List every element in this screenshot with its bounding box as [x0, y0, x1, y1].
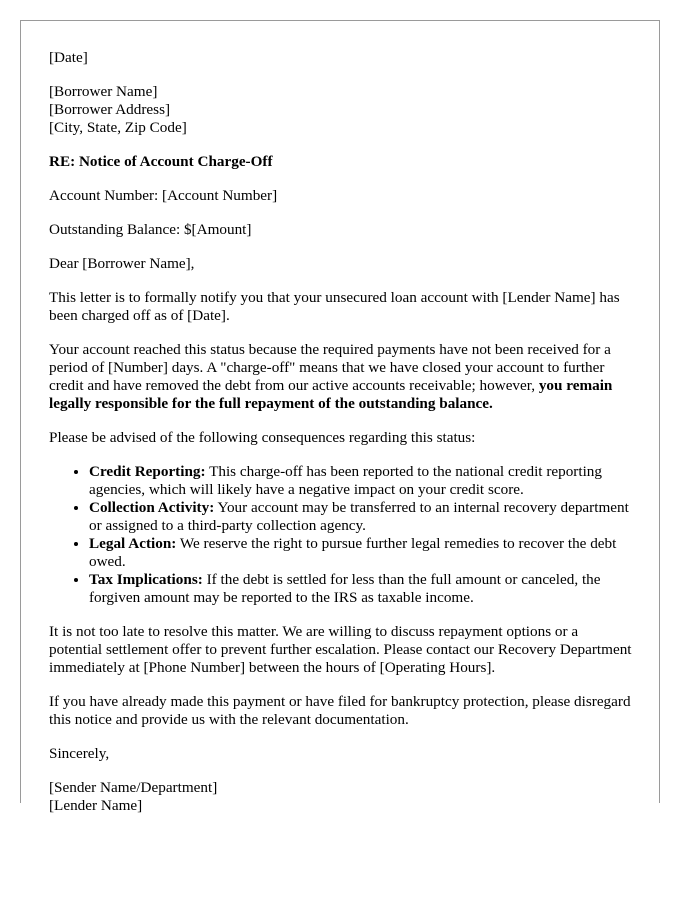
consequence-text: This charge-off has been reported to the national credit reporting agencies, which will likely have a negative impact on your credit score.	[89, 463, 602, 498]
status-explanation-text: Your account reached this status because the required payments have not been received for a period of [Number] days. A "charge-off" means that we have closed your account to further credit and have removed the debt from our active accounts receivable; however,	[49, 341, 611, 394]
paragraph-notification: This letter is to formally notify you that your unsecured loan account with [Lender Name] has been charged off as of [Date].	[49, 289, 620, 324]
letter-body	[49, 49, 634, 831]
consequence-title: Credit Reporting:	[89, 463, 206, 480]
sender-name: [Sender Name/Department]	[49, 779, 218, 796]
recipient-city-state-zip: [City, State, Zip Code]	[49, 119, 187, 136]
consequence-title: Legal Action:	[89, 535, 177, 552]
account-number-line: Account Number: [Account Number]	[49, 187, 278, 204]
recipient-address: [Borrower Address]	[49, 101, 171, 118]
consequence-item-tax-implications	[89, 571, 634, 607]
consequences-list	[49, 463, 634, 607]
letter-date: [Date]	[49, 49, 88, 66]
consequence-item-credit-reporting	[89, 463, 634, 499]
consequence-text: If the debt is settled for less than the full amount or canceled, the forgiven amount may be reported to the IRS as taxable income.	[89, 571, 601, 606]
closing: Sincerely,	[49, 745, 110, 762]
outstanding-balance-line: Outstanding Balance: $[Amount]	[49, 221, 252, 238]
consequence-title: Collection Activity:	[89, 499, 215, 516]
consequence-title: Tax Implications:	[89, 571, 203, 588]
consequence-text: Your account may be transferred to an internal recovery department or assigned to a third-party collection agency.	[89, 499, 629, 534]
paragraph-resolution: It is not too late to resolve this matter. We are willing to discuss repayment options or a potential settlement offer to prevent further escalation. Please contact our Recovery Department immediately at [Phone Number] between the hours of [Operating Hours].	[49, 623, 632, 676]
paragraph-consequences-intro: Please be advised of the following consequences regarding this status:	[49, 429, 476, 446]
letter-subject	[49, 153, 634, 171]
recipient-address-block	[49, 83, 634, 137]
paragraph-disregard: If you have already made this payment or have filed for bankruptcy protection, please disregard this notice and provide us with the relevant documentation.	[49, 693, 631, 728]
sender-lender-name: [Lender Name]	[49, 797, 143, 814]
legal-responsibility-text: you remain legally responsible for the full repayment of the outstanding balance.	[49, 377, 613, 412]
recipient-name: [Borrower Name]	[49, 83, 158, 100]
salutation: Dear [Borrower Name],	[49, 255, 195, 272]
consequence-item-legal-action	[89, 535, 634, 571]
signature-block	[49, 779, 634, 815]
consequence-text: We reserve the right to pursue further legal remedies to recover the debt owed.	[89, 535, 617, 570]
consequence-item-collection-activity	[89, 499, 634, 535]
subject-text: RE: Notice of Account Charge-Off	[49, 153, 273, 170]
paragraph-status-explanation	[49, 341, 634, 413]
letter-page	[20, 20, 660, 814]
